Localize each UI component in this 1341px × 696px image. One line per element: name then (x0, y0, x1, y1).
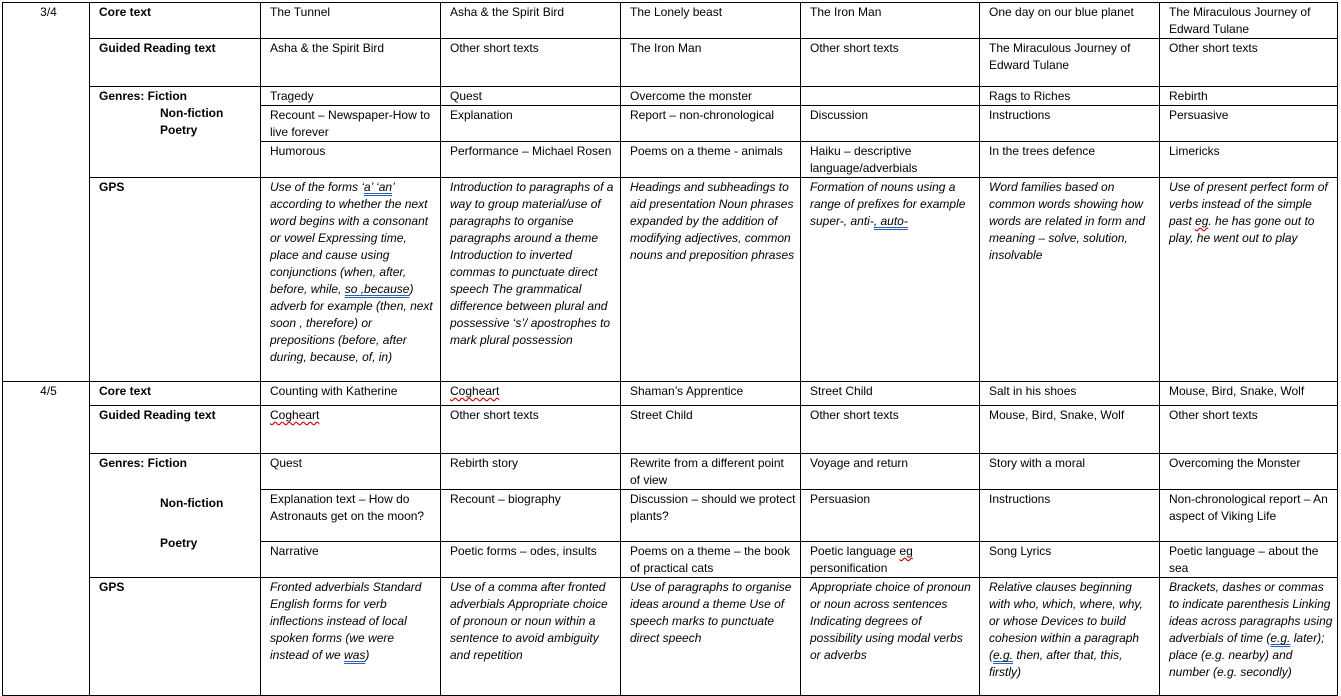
table-cell: Narrative (261, 542, 441, 578)
table-cell: Rebirth (1160, 87, 1338, 106)
cell-text: Formation of nouns using a range of prefixes for example super-, anti- (810, 180, 966, 228)
year-group-label: 4/5 (3, 382, 90, 696)
cell-text: Cogheart (450, 384, 500, 398)
table-cell: Salt in his shoes (980, 382, 1160, 406)
table-cell: Explanation (441, 106, 621, 142)
table-cell (801, 87, 980, 106)
table-cell: Rags to Riches (980, 87, 1160, 106)
table-cell: Other short texts (441, 406, 621, 454)
cell-text: eg (899, 544, 913, 558)
table-cell: Overcome the monster (621, 87, 801, 106)
table-cell (801, 542, 980, 578)
table-row (3, 382, 1338, 406)
row-label-gps: GPS (90, 178, 261, 382)
genres-nonfiction-label: Non-fiction (160, 496, 224, 510)
table-cell: Overcoming the Monster (1160, 454, 1338, 490)
table-cell: Discussion (801, 106, 980, 142)
cell-text: a’ ‘an (364, 180, 393, 194)
label-spacer (99, 512, 256, 535)
table-cell: One day on our blue planet (980, 3, 1160, 39)
row-label-guided-reading: Guided Reading text (90, 406, 261, 454)
cell-text: ) adverb for example (then, next soon , therefore) or prepositions (before, after during, because, of, in) (270, 282, 433, 364)
row-label-genres (90, 87, 261, 178)
year-group-label: 3/4 (3, 3, 90, 382)
cell-text: Relative clauses beginning with who, which, where, why, or whose Devices to build cohesion within a paragraph ( (989, 580, 1143, 662)
cell-text: eg (1195, 214, 1209, 228)
table-cell: Rebirth story (441, 454, 621, 490)
table-cell: Other short texts (801, 39, 980, 87)
table-cell: The Miraculous Journey of Edward Tulane (1160, 3, 1338, 39)
genres-poetry-label: Poetry (160, 123, 198, 137)
table-cell: Other short texts (1160, 406, 1338, 454)
label-spacer (99, 472, 256, 495)
table-cell: Instructions (980, 106, 1160, 142)
table-cell: Song Lyrics (980, 542, 1160, 578)
table-cell: Persuasive (1160, 106, 1338, 142)
cell-text: so ,because (344, 282, 410, 296)
curriculum-table (2, 2, 1338, 696)
cell-text: Poetic language (810, 544, 900, 558)
row-label-guided-reading: Guided Reading text (90, 39, 261, 87)
cell-text: personification (810, 561, 888, 575)
table-cell (261, 578, 441, 696)
table-cell: Discussion – should we protect plants? (621, 490, 801, 542)
table-cell: Other short texts (1160, 39, 1338, 87)
table-cell: Asha & the Spirit Bird (441, 3, 621, 39)
table-cell (1160, 578, 1338, 696)
cell-text: Use of the forms ‘ (270, 180, 365, 194)
cell-text: Fronted adverbials Standard English forms for verb inflections instead of local spoken forms (we were instead of we (270, 580, 422, 662)
table-cell: Limericks (1160, 142, 1338, 178)
table-cell: Humorous (261, 142, 441, 178)
row-label-gps: GPS (90, 578, 261, 696)
table-cell: Asha & the Spirit Bird (261, 39, 441, 87)
table-cell: Rewrite from a different point of view (621, 454, 801, 490)
table-cell: Use of paragraphs to organise ideas around a theme Use of speech marks to punctuate direct speech (621, 578, 801, 696)
table-cell: Mouse, Bird, Snake, Wolf (1160, 382, 1338, 406)
row-label-genres (90, 454, 261, 578)
table-cell: Instructions (980, 490, 1160, 542)
table-cell: Mouse, Bird, Snake, Wolf (980, 406, 1160, 454)
table-cell: Word families based on common words showing how words are related in form and meaning – solve, solution, insolvable (980, 178, 1160, 382)
table-cell: Poetic forms – odes, insults (441, 542, 621, 578)
cell-text: ’ according to whether the next word begins with a consonant or vowel Expressing time, place and cause using conjunctions (when, after, before, while, (270, 180, 429, 296)
genres-fiction-label: Genres: Fiction (99, 89, 188, 103)
table-cell: Street Child (621, 406, 801, 454)
table-cell (980, 578, 1160, 696)
table-cell: Quest (261, 454, 441, 490)
table-cell: Other short texts (441, 39, 621, 87)
table-row (3, 178, 1338, 382)
table-row (3, 406, 1338, 454)
table-cell: Appropriate choice of pronoun or noun across sentences Indicating degrees of possibility using modal verbs or adverbs (801, 578, 980, 696)
genres-fiction-label: Genres: Fiction (99, 456, 188, 470)
table-cell: Quest (441, 87, 621, 106)
table-cell (801, 178, 980, 382)
table-cell: In the trees defence (980, 142, 1160, 178)
table-cell: Use of a comma after fronted adverbials Appropriate choice of pronoun or noun within a sentence to avoid ambiguity and repetition (441, 578, 621, 696)
table-cell: Recount – Newspaper-How to live forever (261, 106, 441, 142)
table-cell: Shaman’s Apprentice (621, 382, 801, 406)
table-row (3, 39, 1338, 87)
cell-text: Use of present perfect form of verbs instead of the simple past (1169, 180, 1328, 228)
table-cell: Haiku – descriptive language/adverbials (801, 142, 980, 178)
table-cell (261, 178, 441, 382)
table-cell: Recount – biography (441, 490, 621, 542)
cell-text: later); place (e.g. nearby) and number (e.g. secondly) (1169, 631, 1325, 679)
table-cell: Street Child (801, 382, 980, 406)
table-cell: The Tunnel (261, 3, 441, 39)
table-cell (261, 406, 441, 454)
table-cell: Counting with Katherine (261, 382, 441, 406)
cell-text: e.g. (993, 648, 1014, 662)
table-cell: Story with a moral (980, 454, 1160, 490)
table-cell: Poems on a theme - animals (621, 142, 801, 178)
cell-text: Cogheart (270, 408, 320, 422)
table-cell: The Lonely beast (621, 3, 801, 39)
cell-text: . he has gone out to play, he went out to play (1169, 214, 1315, 245)
table-row (3, 454, 1338, 490)
row-label-core-text: Core text (90, 382, 261, 406)
cell-text: , auto- (873, 214, 908, 228)
table-cell (441, 382, 621, 406)
table-cell: Other short texts (801, 406, 980, 454)
table-cell: Poems on a theme – the book of practical cats (621, 542, 801, 578)
cell-text: ) (365, 648, 370, 662)
row-label-core-text: Core text (90, 3, 261, 39)
cell-text: then, after that, this, firstly) (989, 648, 1123, 679)
table-cell: The Iron Man (801, 3, 980, 39)
table-cell: Performance – Michael Rosen (441, 142, 621, 178)
table-cell: Report – non-chronological (621, 106, 801, 142)
table-cell: Non-chronological report – An aspect of Viking Life (1160, 490, 1338, 542)
table-cell (1160, 178, 1338, 382)
table-cell: Voyage and return (801, 454, 980, 490)
cell-text: was (344, 648, 366, 662)
genres-poetry-label: Poetry (160, 536, 198, 550)
table-row (3, 3, 1338, 39)
table-cell: The Miraculous Journey of Edward Tulane (980, 39, 1160, 87)
genres-nonfiction-label: Non-fiction (160, 106, 224, 120)
table-cell: Headings and subheadings to aid presentation Noun phrases expanded by the addition of modifying adjectives, common nouns and preposition phrases (621, 178, 801, 382)
table-row (3, 578, 1338, 696)
table-cell: Poetic language – about the sea (1160, 542, 1338, 578)
table-cell: Introduction to paragraphs of a way to group material/use of paragraphs to organise paragraphs around a theme Introduction to inverted commas to punctuate direct speech The grammatical difference between plural and possessive ‘s’/ apostrophes to mark plural possession (441, 178, 621, 382)
table-row (3, 87, 1338, 106)
table-cell: Explanation text – How do Astronauts get on the moon? (261, 490, 441, 542)
table-cell: The Iron Man (621, 39, 801, 87)
cell-text: Brackets, dashes or commas to indicate parenthesis Linking ideas across paragraphs using adverbials of time ( (1169, 580, 1333, 645)
cell-text: e.g. (1270, 631, 1291, 645)
table-cell: Persuasion (801, 490, 980, 542)
table-cell: Tragedy (261, 87, 441, 106)
